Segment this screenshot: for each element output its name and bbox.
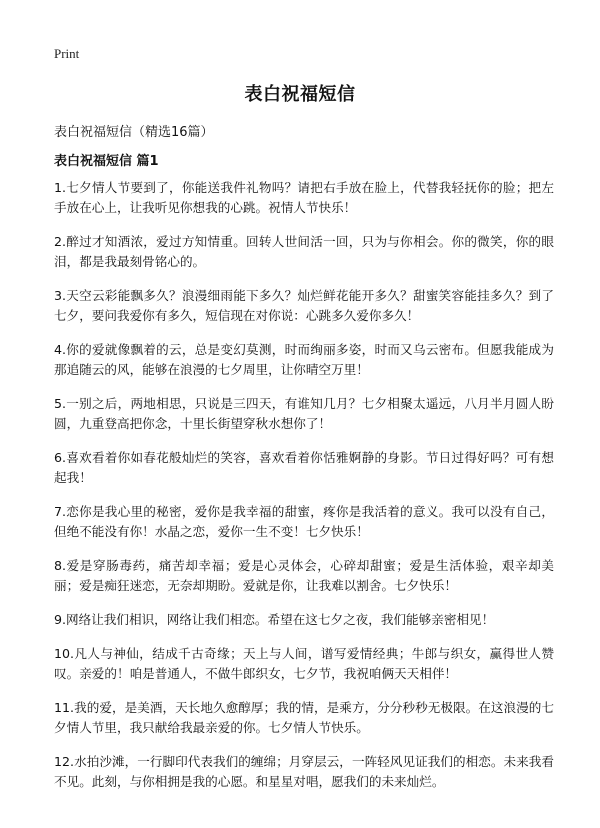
- list-item: 1.七夕情人节要到了，你能送我件礼物吗？请把右手放在脸上，代替我轻抚你的脸；把左手放在心上，让我听见你想我的心跳。祝情人节快乐！: [54, 180, 554, 215]
- print-link[interactable]: Print: [54, 46, 80, 61]
- document-subtitle: 表白祝福短信（精选16篇）: [54, 125, 214, 140]
- section-heading: 表白祝福短信 篇1: [54, 154, 159, 169]
- list-item: 6.喜欢看着你如春花般灿烂的笑容，喜欢看着你恬雅婀静的身影。节日过得好吗？可有想起我！: [54, 450, 554, 485]
- list-item: 3.天空云彩能飘多久？浪漫细雨能下多久？灿烂鲜花能开多久？甜蜜笑容能挂多久？到了七夕，要问我爱你有多久，短信现在对你说：心跳多久爱你多久！: [54, 288, 554, 323]
- message-list: [54, 178, 554, 806]
- list-item: 5.一别之后，两地相思，只说是三四天，有谁知几月？七夕相聚太遥远，八月半月圆人盼圆，九重登高把你念，十里长街望穿秋水想你了！: [54, 396, 554, 431]
- list-item: 12.水拍沙滩，一行脚印代表我们的缠绵；月穿层云，一阵轻风见证我们的相恋。未来我看不见。此刻，与你相拥是我的心愿。和星星对唱，愿我们的未来灿烂。: [54, 754, 554, 789]
- list-item: 7.恋你是我心里的秘密，爱你是我幸福的甜蜜，疼你是我活着的意义。我可以没有自己，但绝不能没有你！水晶之恋，爱你一生不变！七夕快乐！: [54, 504, 554, 539]
- list-item: 2.醉过才知酒浓，爱过方知情重。回转人世间活一回，只为与你相会。你的微笑，你的眼泪，都是我最刻骨铭心的。: [54, 234, 554, 269]
- page-title: 表白祝福短信: [244, 84, 356, 105]
- list-item: 8.爱是穿肠毒药，痛苦却幸福；爱是心灵体会，心碎却甜蜜；爱是生活体验，艰辛却美丽；爱是痴狂迷恋，无奈却期盼。爱就是你，让我难以割舍。七夕快乐！: [54, 558, 554, 593]
- list-item: 4.你的爱就像飘着的云，总是变幻莫测，时而绚丽多姿，时而又乌云密布。但愿我能成为那追随云的风，能够在浪漫的七夕周里，让你晴空万里！: [54, 342, 554, 377]
- list-item: 9.网络让我们相识，网络让我们相恋。希望在这七夕之夜，我们能够亲密相见！: [54, 612, 495, 627]
- list-item: 10.凡人与神仙，结成千古奇缘；天上与人间，谱写爱情经典；牛郎与织女，赢得世人赞叹。亲爱的！咱是普通人，不做牛郎织女，七夕节，我祝咱俩天天相伴！: [54, 646, 554, 681]
- list-item: 11.我的爱，是美酒，天长地久愈醇厚；我的情，是乘方，分分秒秒无极限。在这浪漫的七夕情人节里，我只献给我最亲爱的你。七夕情人节快乐。: [54, 700, 554, 735]
